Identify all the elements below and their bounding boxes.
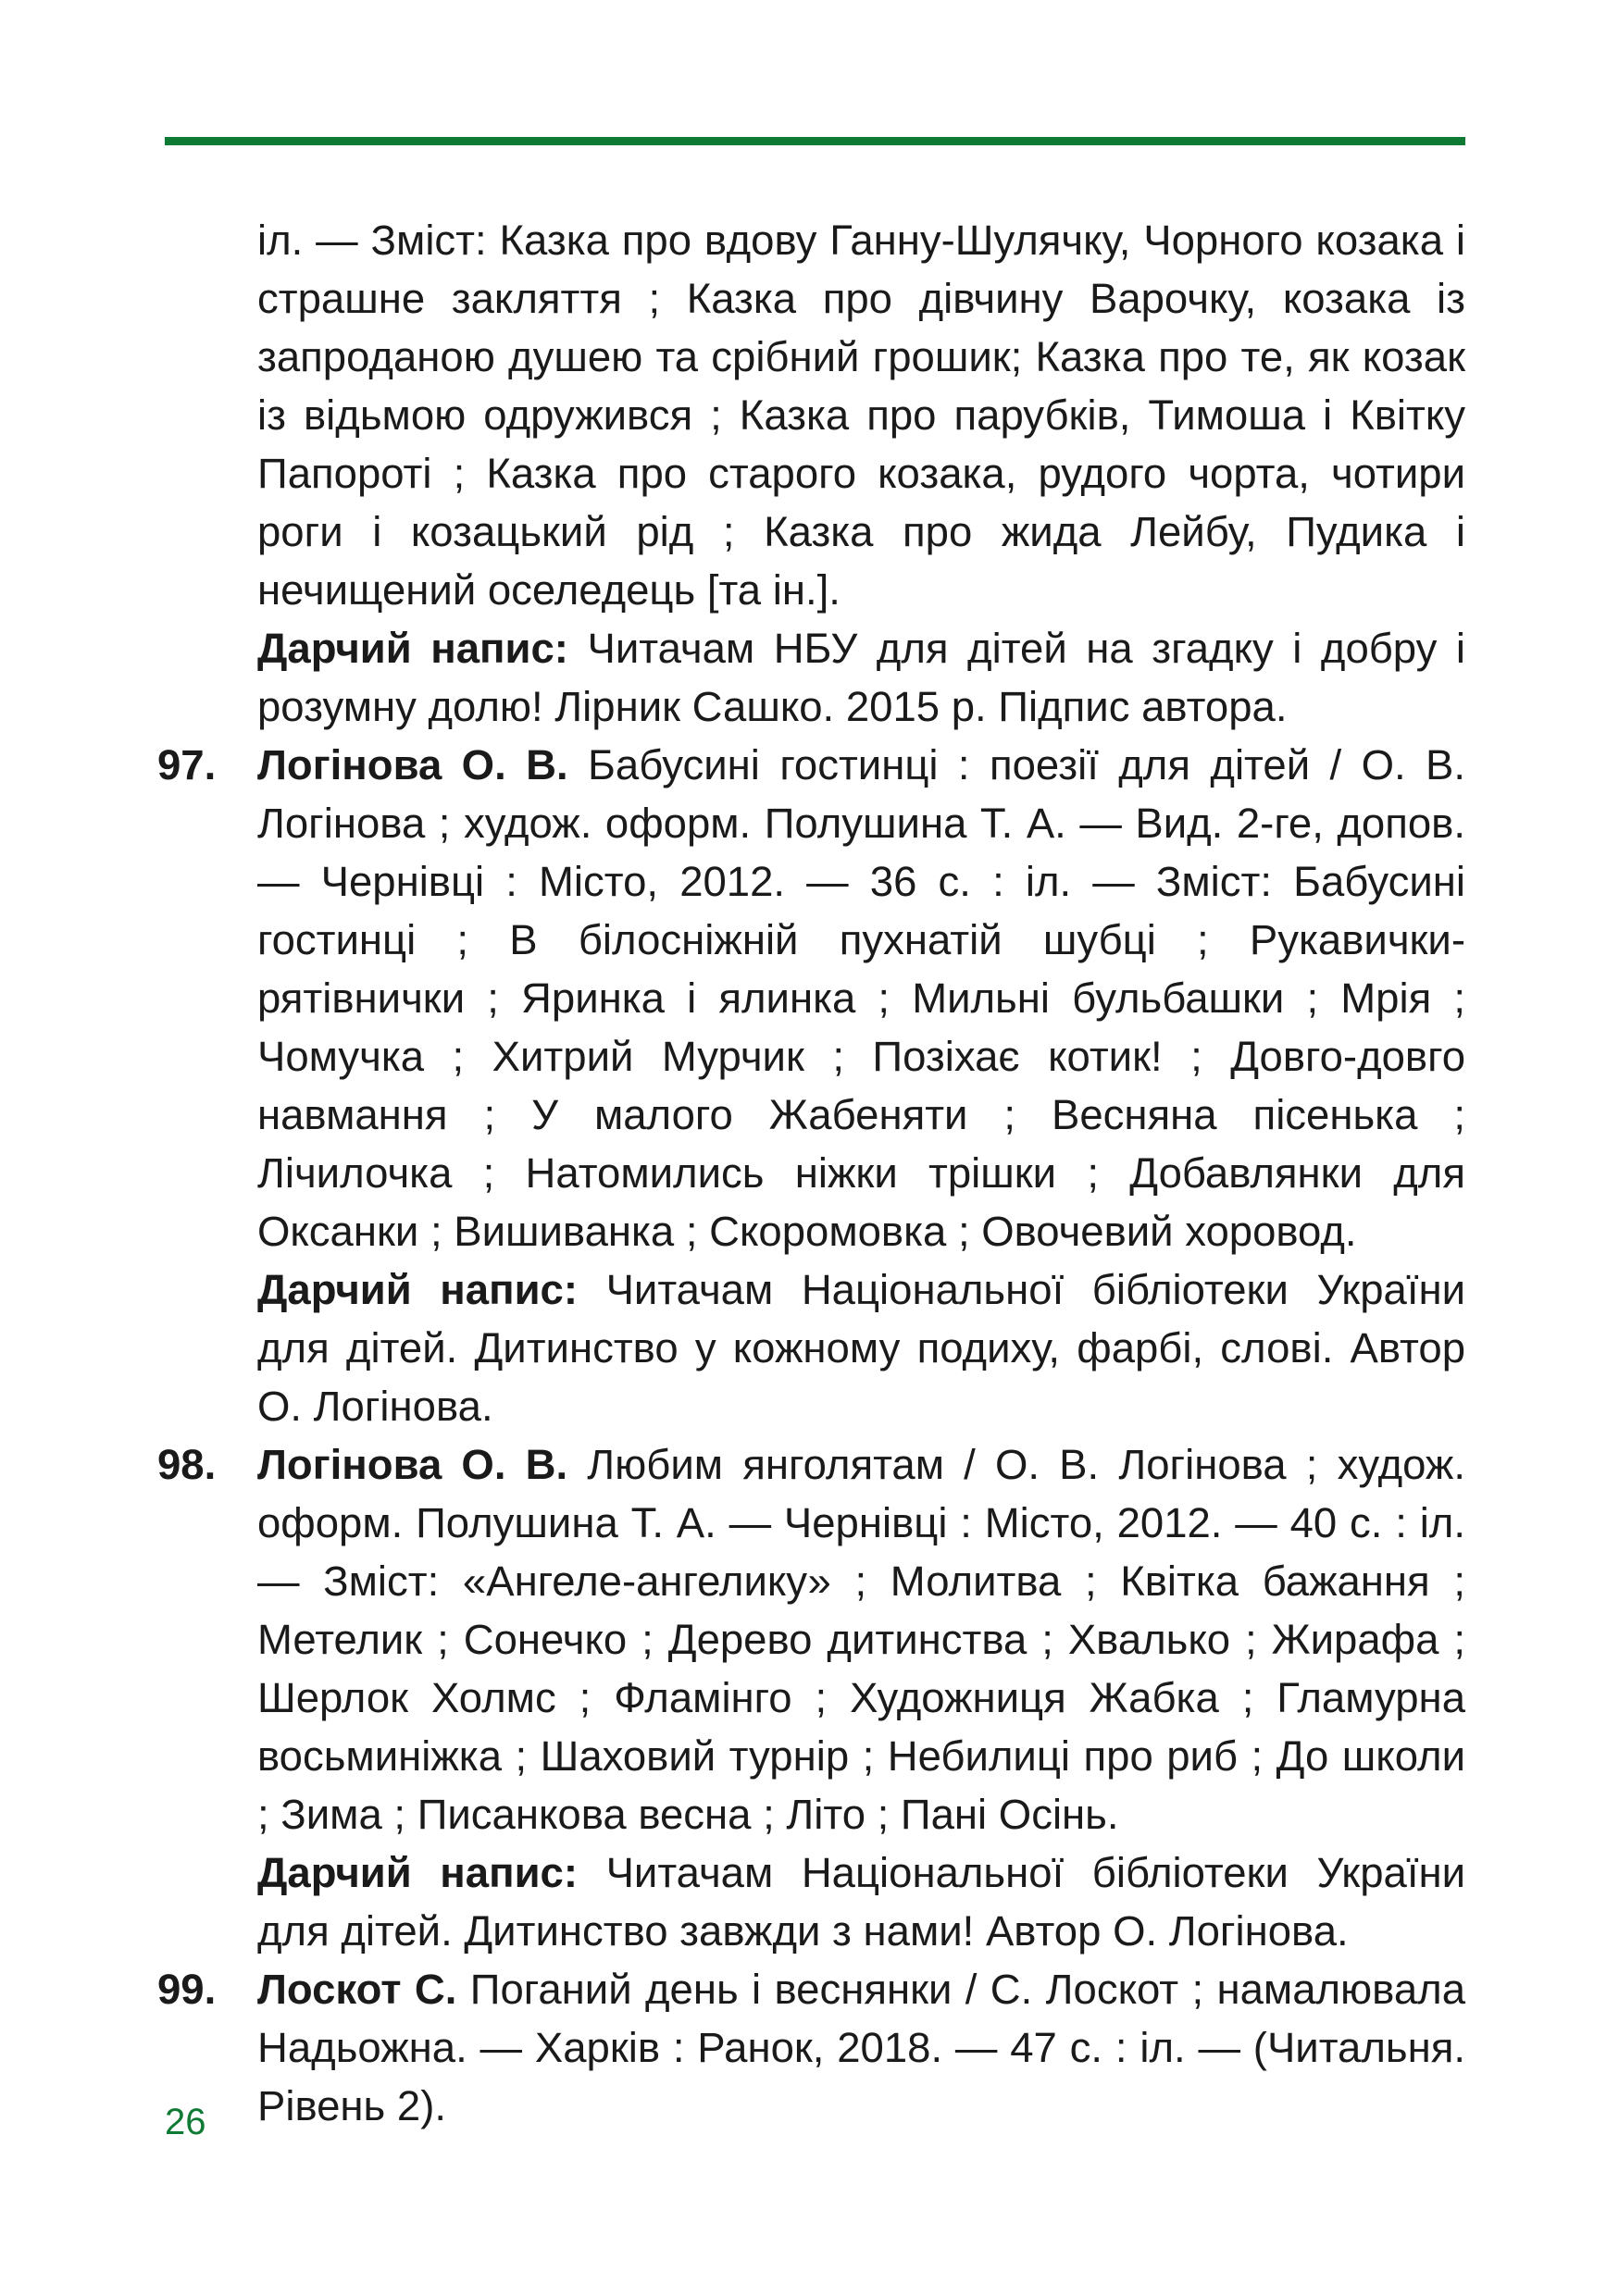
entry-body: Поганий день і веснянки / С. Лоскот ; намалювала Надьожна. — Харків : Ранок, 2018. — 47 с. : іл. — (Читальня. Рівень 2). [257,1966,1465,2129]
entry-author: Логінова О. В. [257,741,568,788]
entry-author: Лоскот С. [257,1966,457,2013]
continuation-text: іл. — Зміст: Казка про вдову Ганну-Шулячку, Чорного козака і страшне закляття ; Казка про дівчину Варочку, козака із запроданою душею та срібний грошик; Казка про те, як козак із відьмою одружився ; Казка про парубків, Тимоша і Квітку Папороті ; Казка про старого козака, рудого чорта, чотири роги і козацький рід ; Казка про жида Лейбу, Пудика і нечищений оселедець [та ін.]. [257,217,1465,614]
continuation-dedication [257,619,1465,736]
entry-description [257,1435,1465,1843]
page-number: 26 [165,2102,206,2142]
entry-number: 98. [157,1441,217,1488]
dedication-label: Дарчий напис: [257,625,568,672]
entry-dedication [257,1260,1465,1435]
entry-body: Любим янголятам / О. В. Логінова ; худож. оформ. Полушина Т. А. — Чернівці : Місто, 2012. — 40 с. : іл. — Зміст: «Ангеле-ангелику» ; Молитва ; Квітка бажання ; Метелик ; Сонечко ; Дерево дитинства ; Хвалько ; Жирафа ; Шерлок Холмс ; Фламінго ; Художниця Жабка ; Гламурна восьминіжка ; Шаховий турнір ; Небилиці про риб ; До школи ; Зима ; Писанкова весна ; Літо ; Пані Осінь. [257,1441,1466,1838]
entry-dedication [257,1843,1465,1960]
dedication-label: Дарчий напис: [257,1266,579,1313]
dedication-text: Читачам Національної бібліотеки України для дітей. Дитинство у кожному подиху, фарбі, слові. Автор О. Логінова. [257,1266,1466,1430]
entry-author: Логінова О. В. [257,1441,568,1488]
entry-description [257,736,1465,1260]
entry-number: 99. [157,1966,217,2013]
header-rule [165,137,1465,145]
dedication-text: Читачам Національної бібліотеки України для дітей. Дитинство завжди з нами! Автор О. Логінова. [257,1849,1466,1955]
entry-98 [157,1435,1466,1960]
dedication-text: Читачам НБУ для дітей на згадку і добру і розумну долю! Лірник Сашко. 2015 р. Підпис автора. [257,625,1465,730]
entry-number: 97. [157,741,217,788]
dedication-label: Дарчий напис: [257,1849,579,1896]
entry-body: Бабусині гостинці : поезії для дітей / О. В. Логінова ; худож. оформ. Полушина Т. А. — Вид. 2-ге, допов. — Чернівці : Місто, 2012. — 36 с. : іл. — Зміст: Бабусині гостинці ; В білосніжній пухнатій шубці ; Рукавички-рятівнички ; Яринка і ялинка ; Мильні бульбашки ; Мрія ; Чомучка ; Хитрий Мурчик ; Позіхає котик! ; Довго-довго навмання ; У малого Жабеняти ; Весняна пісенька ; Лічилочка ; Натомились ніжки трішки ; Добавлянки для Оксанки ; Вишиванка ; Скоромовка ; Овочевий хоровод. [257,741,1466,1255]
entry-97 [157,736,1466,1435]
entry-description [257,1960,1465,2135]
